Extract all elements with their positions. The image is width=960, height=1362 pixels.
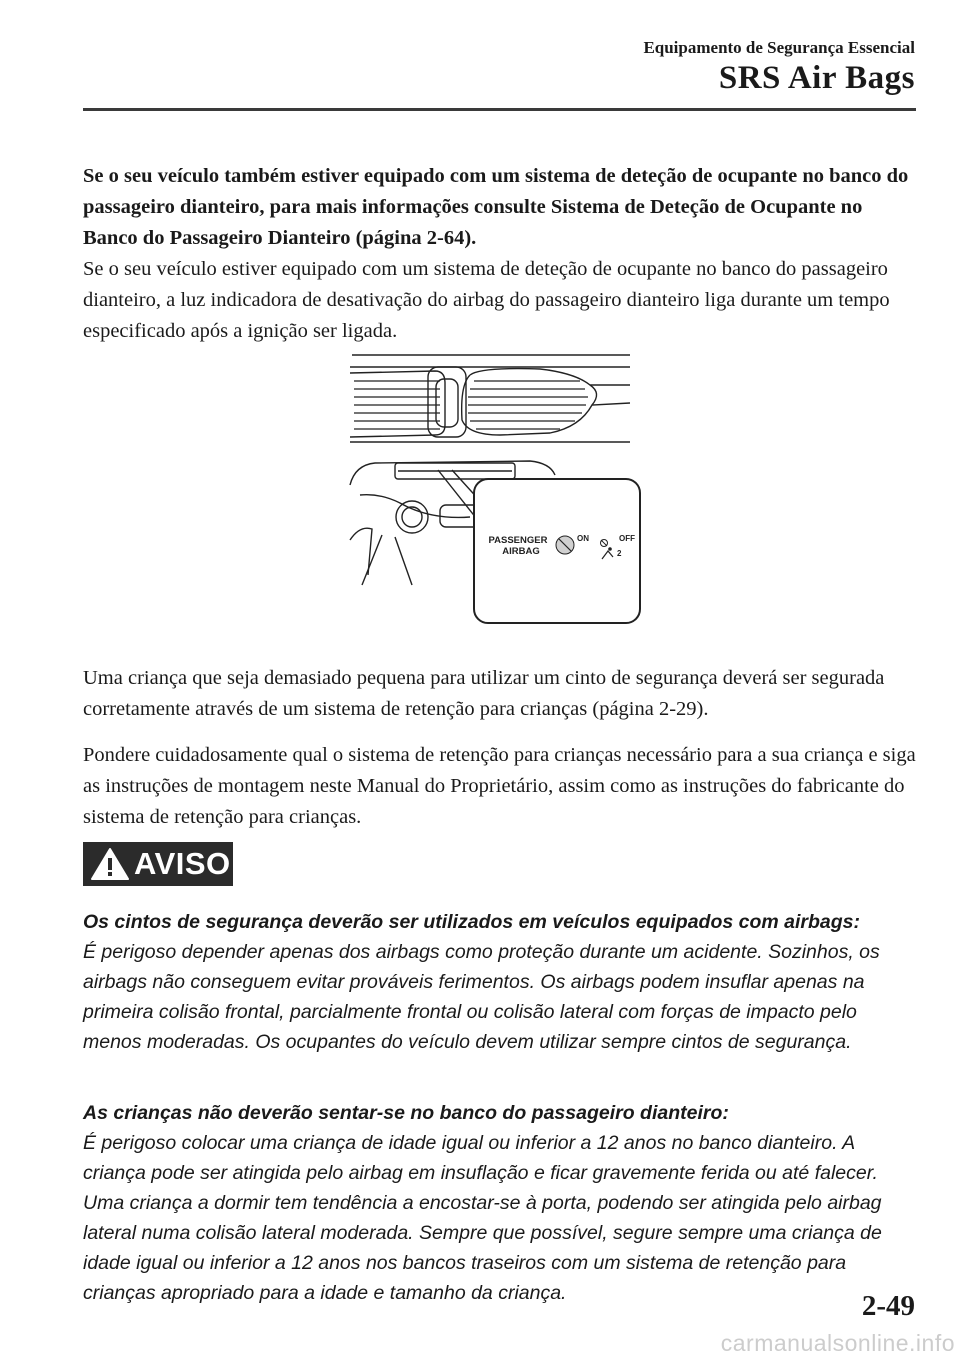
warning-label: AVISO (134, 846, 231, 881)
indicator-paragraph: Se o seu veículo estiver equipado com um sistema de deteção de ocupante no banco do passageiro dianteiro, a luz indicadora de desativação do airbag do passageiro dianteiro liga durante um tempo especificado após a ignição ser ligada. (83, 258, 890, 342)
warning-body: É perigoso depender apenas dos airbags como proteção durante um acidente. Sozinhos, os airbags não conseguem evitar prováveis ferimentos. Os airbags podem insuflar apenas na primeira colisão frontal, parcialmente frontal ou colisão lateral com forças de impacto pelo menos moderadas. Os ocupantes do veículo devem utilizar sempre cintos de segurança. (83, 941, 880, 1053)
warning-heading: Os cintos de segurança deverão ser utilizados em veículos equipados com airbags: (83, 911, 861, 933)
header-divider (83, 108, 916, 111)
passenger-label: PASSENGER (488, 535, 548, 546)
airbag-off-indicator-icon (556, 536, 574, 554)
on-label: ON (577, 534, 589, 543)
page-title: SRS Air Bags (718, 60, 915, 96)
off-label: OFF (619, 534, 635, 543)
airbag-label: AIRBAG (502, 546, 540, 557)
seat-number: 2 (617, 549, 622, 558)
intro-bold-paragraph: Se o seu veículo também estiver equipado com um sistema de deteção de ocupante no banco do passageiro dianteiro, para mais informações consulte Sistema de Deteção de Ocupante no Banco do Passageiro Dianteiro (página 2-64). (83, 165, 909, 249)
page-number: 2-49 (861, 1290, 915, 1322)
warning-heading: As crianças não deverão sentar-se no banco do passageiro dianteiro: (83, 1102, 729, 1124)
warning-body: É perigoso colocar uma criança de idade igual ou inferior a 12 anos no banco dianteiro. A criança pode ser atingida pelo airbag em insuflação e ficar gravemente ferida ou até falecer. Uma criança a dormir tem tendência a encostar-se à porta, podendo ser atingida pelo airbag lateral numa colisão lateral moderada. Sempre que possível, segure sempre uma criança de idade igual ou inferior a 12 anos nos bancos traseiros com um sistema de retenção para crianças apropriado para a idade e tamanho da criança. (83, 1132, 882, 1304)
warning-item (83, 1098, 916, 1308)
child-restraint-paragraph: Uma criança que seja demasiado pequena para utilizar um cinto de segurança deverá ser segurada corretamente através de um sistema de retenção para crianças (página 2-29). (83, 667, 885, 720)
dashboard-illustration (340, 345, 650, 630)
watermark: carmanualsonline.info (720, 1330, 955, 1356)
warning-badge (83, 842, 233, 886)
page-header (0, 38, 915, 97)
warning-item (83, 907, 916, 1057)
warning-triangle-icon (90, 847, 130, 881)
installation-paragraph: Pondere cuidadosamente qual o sistema de retenção para crianças necessário para a sua criança e siga as instruções de montagem neste Manual do Proprietário, assim como as instruções do fabricante do sistema de retenção para crianças. (83, 744, 916, 828)
section-title: Equipamento de Segurança Essencial (643, 38, 915, 57)
